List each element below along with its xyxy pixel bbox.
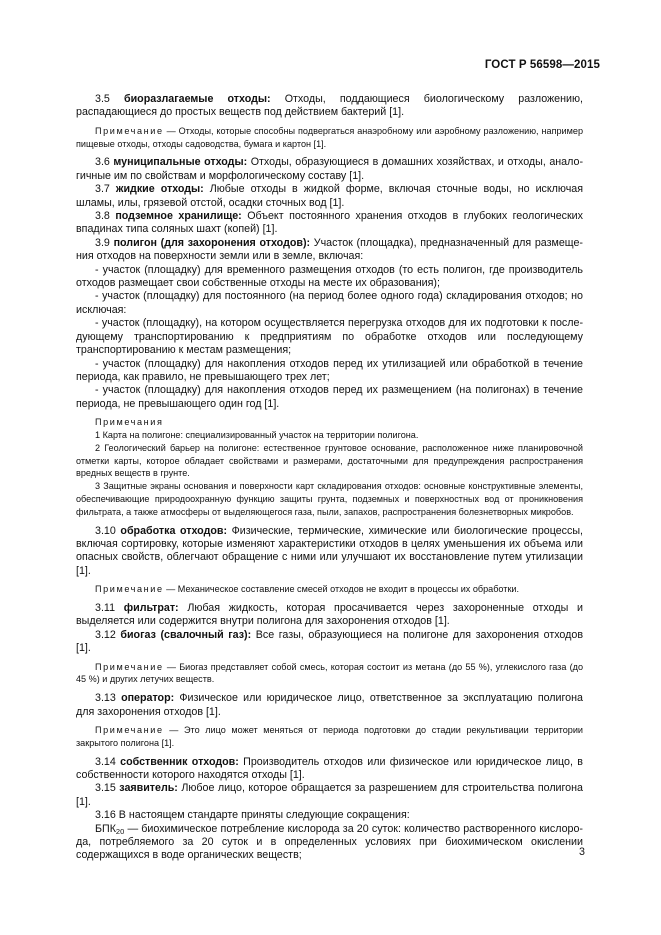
page-content <box>76 93 583 863</box>
note-3-12: Примечание — Биогаз представляет собой смесь, которая состоит из метана (до 55 %), углекислого газа (до 45 %) и других летучих веществ. <box>76 661 584 685</box>
term-3-15: 3.15 заявитель: Любое лицо, которое обращается за разрешением для строительства полигона [1]. <box>76 782 583 808</box>
list-item: - участок (площадку) для накопления отходов перед их утилизацией или обработкой в течение периода, как правило, не превышающего трех лет; <box>76 357 583 383</box>
term-name: муниципальные отходы: <box>113 156 248 169</box>
term-name: подземное хранилище: <box>115 210 242 223</box>
standard-number: ГОСТ Р 56598—2015 <box>484 59 600 71</box>
term-3-5: 3.5 биоразлагаемые отходы: Отходы, поддающиеся биологическому разложению, распадающиеся до простых веществ под действием бактерий [1]. <box>76 93 583 119</box>
term-name: заявитель: <box>119 782 178 795</box>
list-item: - участок (площадку), на котором осуществляется перегрузка отходов для их подготовки к последующему транспортированию к предприятиям по обработке отходов или последующему транспортированию к местам размещения; <box>76 317 583 357</box>
page-number: 3 <box>579 846 585 858</box>
note-item: 1 Карта на полигоне: специализированный участок на территории полигона. <box>95 429 419 440</box>
abbreviation-subscript: 20 <box>115 826 125 836</box>
term-3-9: 3.9 полигон (для захоронения отходов): Участок (площадка), предназначенный для размещения отходов на поверхности земли или в земле, включая: <box>76 236 583 263</box>
notes-heading: Примечания <box>95 417 164 428</box>
term-3-7: 3.7 жидкие отходы: Любые отходы в жидкой форме, включая сточные воды, но исключая шламы, илы, грязевой отстой, осадки сточных вод [1]. <box>76 183 584 209</box>
term-3-12: 3.12 биогаз (свалочный газ): Все газы, образующиеся на полигоне для захоронения отходов [1]. <box>76 628 583 655</box>
term-name: биогаз (свалочный газ): <box>120 628 252 641</box>
term-3-8: 3.8 подземное хранилище: Объект постоянного хранения отходов в глубоких геологических впадинах типа соляных шахт (копей) [1]. <box>76 210 583 236</box>
abbreviation-bpk20: $БПК_{20}$ — биохимическое потребление кислорода за 20 суток: количество растворенного кислорода, потребляемого за 20 суток и в определенных условиях при биохимическом окислении содержащихся в воде органических веществ; <box>76 822 583 862</box>
term-name: биоразлагаемые отходы: <box>124 93 271 105</box>
term-3-6: 3.6 муниципальные отходы: Отходы, образующиеся в домашних хозяйствах, и отходы, аналогичные им по свойствам и морфологическому составу [1]. <box>76 156 583 182</box>
note-item: 3 Защитные экраны основания и поверхности карт складирования отходов: основные конструктивные элементы, обеспечивающие природоохранную функцию защиты грунта, подземных и поверхностных вод от проникновения фильтрата, а также атмосферы от выделяющегося газа, пыли, запахов, распространения болезнетворных микробов. <box>76 481 583 517</box>
term-name: оператор: <box>121 692 175 705</box>
term-name: обработка отходов: <box>120 524 228 537</box>
note-3-5: Примечание — Отходы, которые способны подвергаться анаэробному или аэробному разложению, например пищевые отходы, отходы садоводства, бумага и картон [1]. <box>76 125 584 149</box>
term-name: фильтрат: <box>123 601 179 614</box>
term-3-16: 3.16 В настоящем стандарте приняты следующие сокращения: <box>95 809 410 822</box>
term-name: жидкие отходы: <box>115 183 204 196</box>
note-3-10: Примечание — Механическое составление смесей отходов не входит в процессы их обработки. <box>95 584 520 595</box>
term-name: полигон (для захоронения отходов): <box>113 236 311 249</box>
list-item: - участок (площадку) для временного размещения отходов (то есть полигон, где производитель отходов размещает свои собственные отходы на месте их образования); <box>76 263 583 290</box>
list-item: - участок (площадку) для постоянного (на период более одного года) складирования отходов; но исключая: <box>76 290 583 316</box>
term-3-10: 3.10 обработка отходов: Физические, термические, химические или биологические процессы, включая сортировку, которые изменяют характеристики отходов в целях уменьшения их объема или опасных свойств, облегчают обращение с ними или улучшают их восстановление путем утилизации [1]. <box>76 524 583 577</box>
note-item: 2 Геологический барьер на полигоне: естественное грунтовое основание, расположенное ниже планировочной отметки карты, которое обладает свойствами и размерами, достаточными для предупреждения распространения вредных веществ в грунте. <box>76 442 583 479</box>
note-3-13: Примечание — Это лицо может меняться от периода подготовки до стадии рекультивации территории закрытого полигона [1]. <box>76 724 584 748</box>
term-name: собственник отходов: <box>120 755 239 768</box>
list-item: - участок (площадку) для накопления отходов перед их размещением (на полигонах) в течение периода, не превышающего один год [1]. <box>76 384 583 410</box>
term-3-13: 3.13 оператор: Физическое или юридическое лицо, ответственное за эксплуатацию полигона для захоронения отходов [1]. <box>76 692 583 718</box>
term-3-11: 3.11 фильтрат: Любая жидкость, которая просачивается через захороненные отходы и выделяется или содержится внутри полигона для захоронения отходов [1]. <box>76 601 583 628</box>
term-3-14: 3.14 собственник отходов: Производитель отходов или физическое или юридическое лицо, в собственности которого находятся отходы [1]. <box>76 755 583 781</box>
